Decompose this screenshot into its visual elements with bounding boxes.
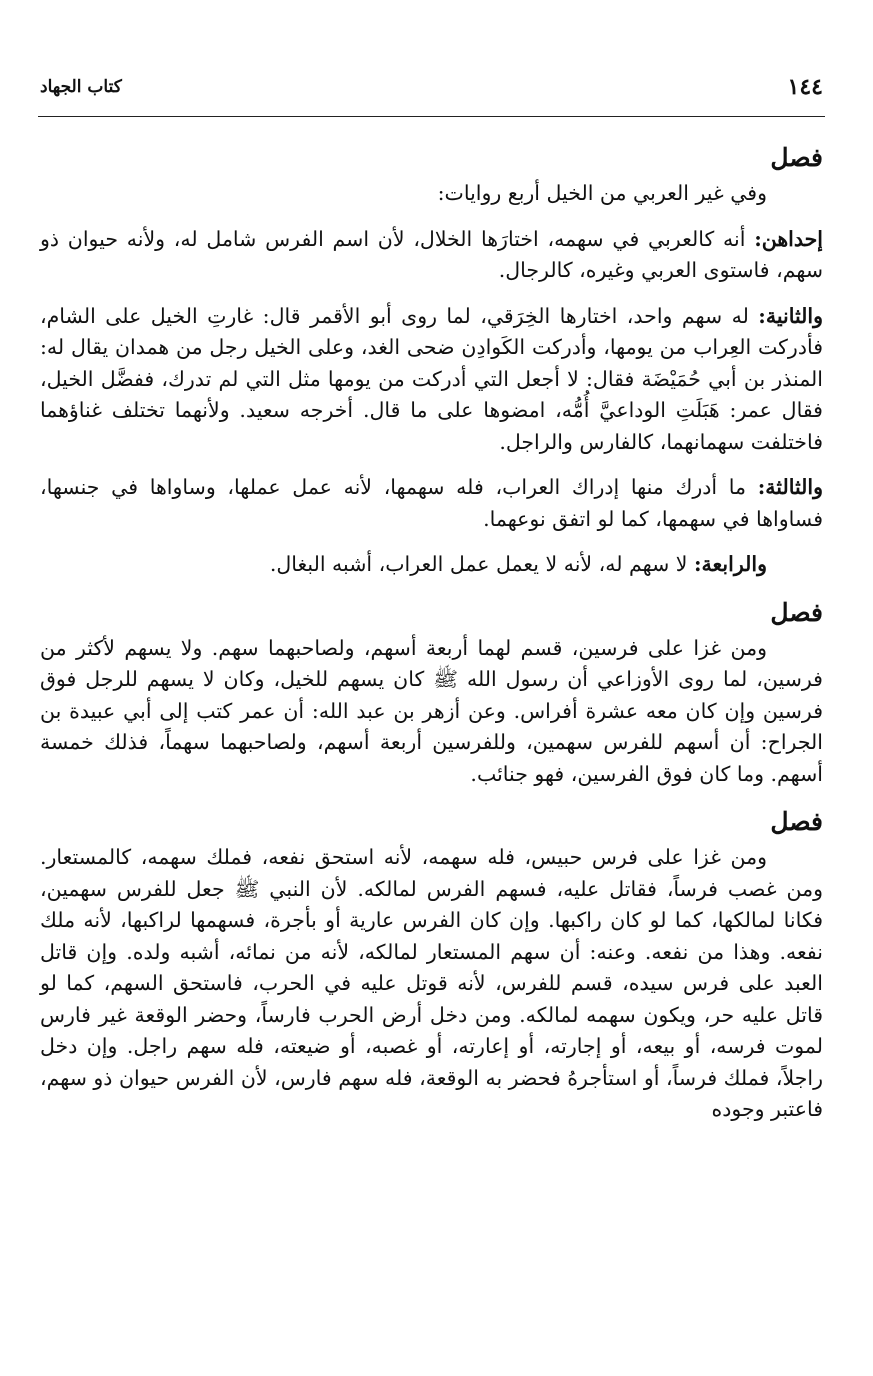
section-heading: فصل bbox=[770, 143, 823, 172]
paragraph-text: ومن غزا على فرسين، قسم لهما أربعة أسهم، ولصاحبهما سهم. ولا يسهم لأكثر من فرسين، لما روى الأوزاعي أن رسول الله ﷺ كان يسهم للخيل، وكان لا يسهم للرجل فوق فرسين وإن كان معه عشرة أفراس. وعن أزهر بن عبد الله: أن عمر كتب إلى أبي عبيدة بن الجراح: أن أسهم للفرس سهمين، وللفرسين أربعة أسهم، ولصاحبهما سهماً، فذلك خمسة أسهم. وما كان فوق الفرسين، فهو جنائب. bbox=[40, 635, 823, 786]
section-heading: فصل bbox=[770, 597, 823, 627]
page-header bbox=[40, 72, 823, 102]
paragraph bbox=[40, 224, 823, 287]
paragraph-text: ومن غزا على فرس حبيس، فله سهمه، لأنه استحق نفعه، فملك سهمه، كالمستعار. ومن غصب فرساً، فقاتل عليه، فسهم الفرس لمالكه. لأن النبي ﷺ جعل للفرس سهمين، فكانا لمالكها، كما لو كان راكبها. وإن كان الفرس عارية أو بأجرة، فسهمها لراكبها، لأنه ملك نفعه. وهذا من نفعه. وعنه: أن سهم المستعار لمالكه، لأنه من نمائه، أشبه ولده. وإن قاتل العبد على فرس سيده، قسم للفرس، لأنه قوتل عليه في الحرب، فاستحق السهم، كما لو قاتل عليه حر، ويكون سهمه لمالكه. ومن دخل أرض الحرب فارساً، وحضر الوقعة غير فارس لموت فرسه، أو بيعه، أو إجارته، أو إعارته، أو غصبه، أو ضيعته، فله سهم راجل. وإن دخل راجلاً، فملك فرساً، أو استأجرهُ فحضر به الوقعة، فله سهم فارس، لأن الفرس حيوان ذو سهم، فاعتبر وجوده bbox=[40, 845, 823, 1121]
paragraph-text: له سهم واحد، اختارها الخِرَقي، لما روى أبو الأقمر قال: غارتِ الخيل على الشام، فأدركت العِراب من يومها، وأدركت الكَوادِن ضحى الغد، وعلى الخيل رجل من همدان يقال له: المنذر بن أبي حُمَيْضَة فقال: لا أجعل التي أدركت من يومها مثل التي لم تدرك، ففضَّل الخيل، فقال عمر: هَبَلَتِ الوداعيَّ أُمُّه، امضوها على ما قال. أخرجه سعيد. ولأنهما تختلف غناؤهما فاختلفت سهمانهما، كالفارس والراجل. bbox=[40, 303, 823, 454]
paragraph bbox=[40, 178, 823, 210]
paragraph-lead: إحداهن: bbox=[754, 226, 823, 251]
paragraph-lead: والرابعة: bbox=[693, 552, 767, 576]
paragraph bbox=[40, 301, 823, 459]
paragraph-text: ما أدرك منها إدراك العراب، فله سهمها، لأنه عمل عملها، وساواها في جنسها، فساواها في سهمها، كما لو اتفق نوعهما. bbox=[40, 475, 823, 531]
paragraph-text: وفي غير العربي من الخيل أربع روايات: bbox=[437, 181, 767, 205]
page-number: ١٤٤ bbox=[787, 74, 823, 100]
paragraph bbox=[40, 633, 823, 791]
paragraph bbox=[40, 842, 823, 1126]
paragraph bbox=[40, 549, 823, 581]
section-heading: فصل bbox=[770, 807, 823, 836]
paragraph-lead: والثالثة: bbox=[757, 475, 823, 499]
paragraph-text: لا سهم له، لأنه لا يعمل عمل العراب، أشبه البغال. bbox=[269, 552, 694, 576]
paragraph-text: أنه كالعربي في سهمه، اختارَها الخلال، لأن اسم الفرس شامل له، ولأنه حيوان ذو سهم، فاستوى العربي وغيره، كالرجال. bbox=[40, 226, 823, 282]
paragraph bbox=[40, 472, 823, 535]
page-body bbox=[40, 140, 823, 1126]
header-rule bbox=[38, 116, 825, 117]
paragraph-lead: والثانية: bbox=[758, 303, 823, 328]
running-title: كتاب الجهاد bbox=[40, 77, 122, 97]
